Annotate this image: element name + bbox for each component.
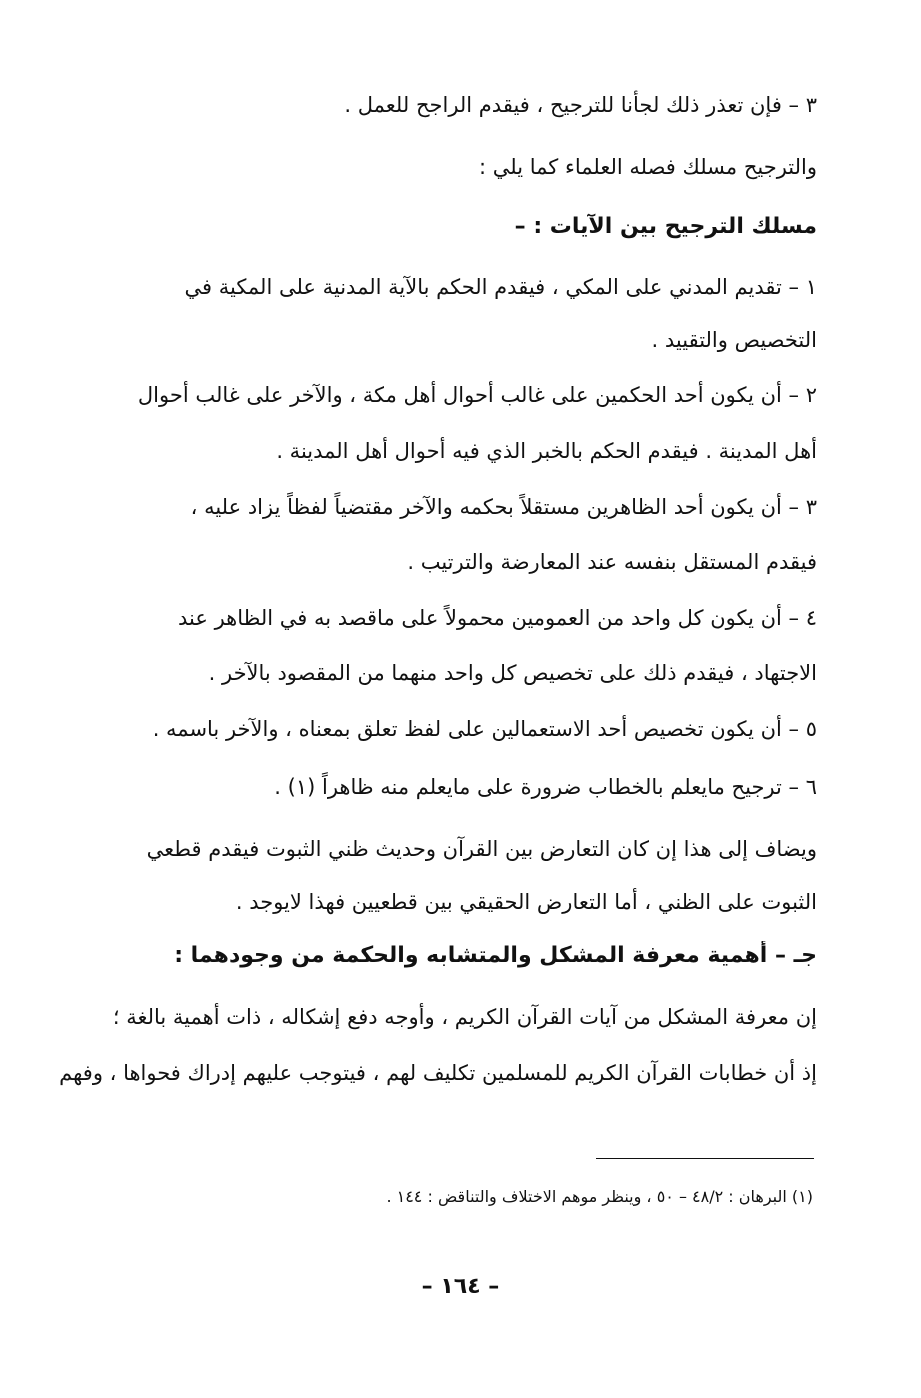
- body-line: ١ – تقديم المدني على المكي ، فيقدم الحكم بالآية المدنية على المكية في: [184, 275, 817, 299]
- body-line: ٥ – أن يكون تخصيص أحد الاستعمالين على لفظ تعلق بمعناه ، والآخر باسمه .: [152, 717, 817, 741]
- section-heading: جـ – أهمية معرفة المشكل والمتشابه والحكمة من وجودهما :: [174, 943, 817, 968]
- section-heading: مسلك الترجيح بين الآيات : –: [514, 214, 817, 239]
- body-line: ٦ – ترجيح مايعلم بالخطاب ضرورة على مايعلم منه ظاهراً (١) .: [274, 775, 817, 799]
- body-line: فيقدم المستقل بنفسه عند المعارضة والترتيب .: [407, 550, 817, 574]
- page-number: – ١٦٤ –: [421, 1274, 500, 1299]
- footnote-divider: [596, 1158, 814, 1159]
- body-line: والترجيح مسلك فصله العلماء كما يلي :: [479, 155, 817, 179]
- body-line: الثبوت على الظني ، أما التعارض الحقيقي بين قطعيين فهذا لايوجد .: [235, 890, 817, 914]
- body-line: إن معرفة المشكل من آيات القرآن الكريم ، وأوجه دفع إشكاله ، ذات أهمية بالغة ؛: [112, 1005, 817, 1029]
- body-line: ٤ – أن يكون كل واحد من العمومين محمولاً على ماقصد به في الظاهر عند: [178, 606, 817, 630]
- body-line: التخصيص والتقييد .: [651, 328, 817, 352]
- body-line: إذ أن خطابات القرآن الكريم للمسلمين تكليف لهم ، فيتوجب عليهم إدراك فحواها ، وفهم: [59, 1061, 817, 1085]
- body-line: ٢ – أن يكون أحد الحكمين على غالب أحوال أهل مكة ، والآخر على غالب أحوال: [137, 383, 817, 407]
- body-line: ويضاف إلى هذا إن كان التعارض بين القرآن وحديث ظني الثبوت فيقدم قطعي: [146, 837, 817, 861]
- body-line: ٣ – أن يكون أحد الظاهرين مستقلاً بحكمه والآخر مقتضياً لفظاً يزاد عليه ،: [190, 495, 817, 519]
- body-line: الاجتهاد ، فيقدم ذلك على تخصيص كل واحد منهما من المقصود بالآخر .: [208, 661, 817, 685]
- body-line: أهل المدينة . فيقدم الحكم بالخبر الذي فيه أحوال أهل المدينة .: [276, 439, 817, 463]
- body-line: ٣ – فإن تعذر ذلك لجأنا للترجيح ، فيقدم الراجح للعمل .: [344, 93, 817, 117]
- footnote: (١) البرهان : ٤٨/٢ – ٥٠ ، وينظر موهم الاختلاف والتناقض : ١٤٤ .: [386, 1187, 813, 1206]
